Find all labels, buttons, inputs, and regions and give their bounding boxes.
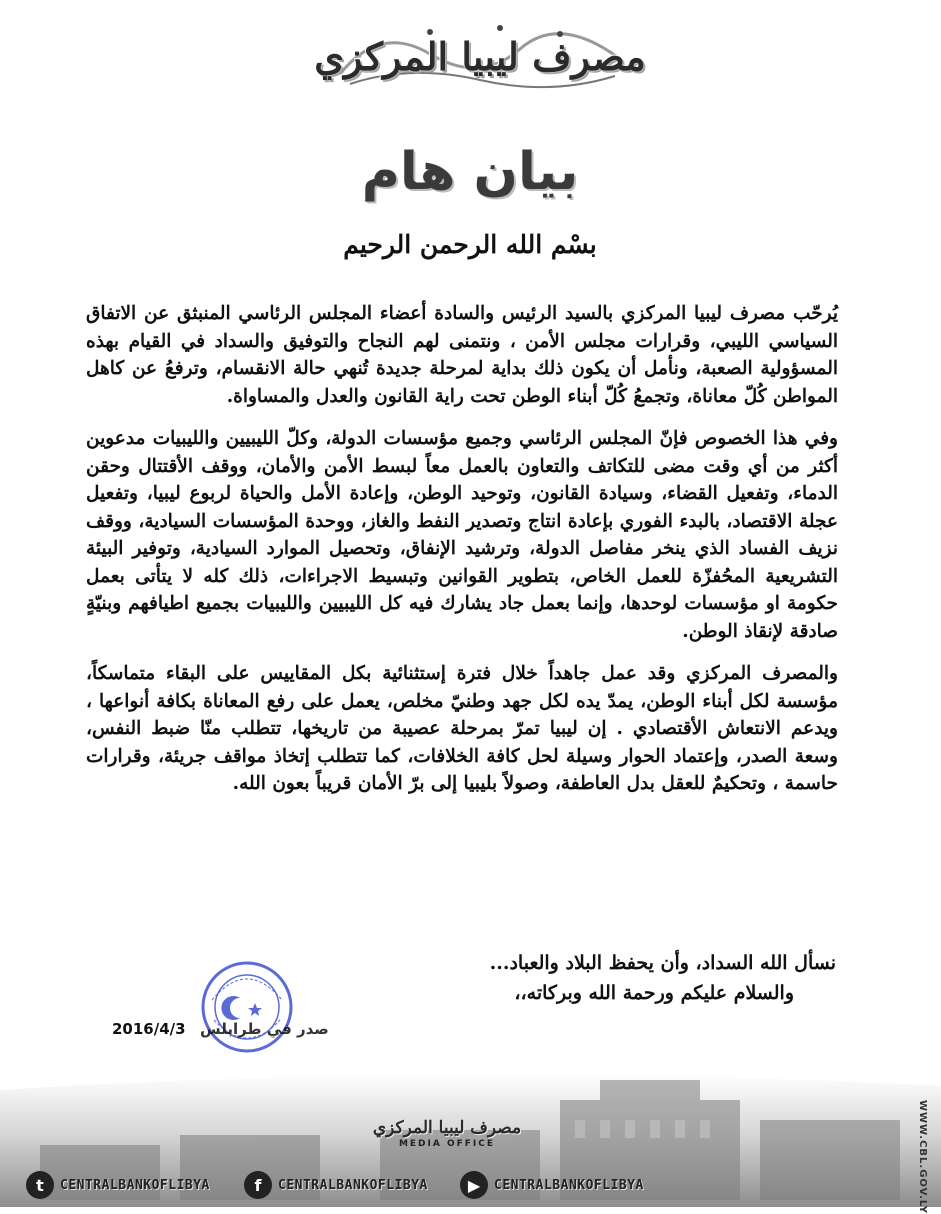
closing-line-1: نسأل الله السداد، وأن يحفظ البلاد والعباد... — [489, 952, 836, 974]
media-office-caption: MEDIA OFFICE — [398, 1139, 496, 1149]
official-stamp — [200, 960, 294, 1054]
youtube-link[interactable] — [460, 1170, 644, 1200]
statement-body — [86, 300, 838, 813]
paragraph-3: والمصرف المركزي وقد عمل جاهداً خلال فترة إستثنائية بكل المقاييس على البقاء متماسكاً، مؤسسة لكل أبناء الوطن، يمدّ يده لكل جهد وطنيّ مخلص، يعمل على رفع المعاناة بكافة أنواعها ، ويدعم الانتعاش الأقتصادي . إن ليبيا تمرّ بمرحلة عصيبة من تاريخها، تتطلب منّا ضبط النفس، وسعة الصدر، وإعتماد الحوار وسيلة لحل كافة الخلافات، كما تتطلب إتخاذ مواقف جريئة، وقرارات حاسمة ، وتحكيمٌ للعقل بدل العاطفة، وصولاً بليبيا إلى برّ الأمان قريباً بعون الله. — [86, 663, 838, 794]
issue-date: 2016/4/3 — [112, 1020, 186, 1038]
media-office-mark — [372, 1118, 522, 1149]
facebook-icon: f — [244, 1171, 272, 1199]
twitter-link[interactable] — [26, 1170, 210, 1200]
website-link[interactable]: WWW.CBL.GOV.LY — [917, 1100, 928, 1214]
media-office-logo: مصرف ليبيا المركزي — [372, 1118, 522, 1138]
facebook-link[interactable] — [244, 1170, 428, 1200]
youtube-handle: CENTRALBANKOFLIBYA — [494, 1177, 644, 1193]
bank-logo — [314, 14, 646, 98]
statement-title: بيان هام — [361, 142, 579, 202]
paragraph-1: يُرحّب مصرف ليبيا المركزي بالسيد الرئيس والسادة أعضاء المجلس الرئاسي المنبثق عن الاتفاق السياسي الليبي، وقرارات مجلس الأمن ، ونتمنى لهم النجاح والتوفيق والسداد في القيام بهذه المسؤولية الصعبة، ونأمل أن يكون ذلك بداية لمرحلة جديدة تُنهي حالة الانقسام، وترفعُ عن كاهل المواطن كُلّ معاناة، وتجمعُ كُلّ أبناء الوطن تحت راية القانون والعدل والمساواة. — [86, 303, 838, 407]
basmala: بسْم الله الرحمن الرحيم — [343, 230, 597, 259]
twitter-handle: CENTRALBANKOFLIBYA — [60, 1177, 210, 1193]
closing-line-2: والسلام عليكم ورحمة الله وبركاته،، — [514, 982, 794, 1004]
bank-logo-text: مصرف ليبيا المركزي — [314, 33, 646, 79]
facebook-handle: CENTRALBANKOFLIBYA — [278, 1177, 428, 1193]
twitter-icon: t — [26, 1171, 54, 1199]
paragraph-2: وفي هذا الخصوص فإنّ المجلس الرئاسي وجميع مؤسسات الدولة، وكلّ الليبيين والليبيات مدعوين أكثر من أي وقت مضى للتكاتف والتعاون بالعمل معاً لبسط الأمن والأمان، ووقف الأقتتال وحقن الدماء، وتفعيل القضاء، وسيادة القانون، وتوحيد الوطن، وإعادة الأمل والحياة لربوع ليبيا، وتفعيل عجلة الاقتصاد، بالبدء الفوري بإعادة انتاج وتصدير النفط والغاز، ووحدة المؤسسات السيادية، ووقف نزيف الفساد الذي ينخر مفاصل الدولة، وترشيد الإنفاق، وتحصيل الموارد السيادية، وتوفير البيئة التشريعية المحُفزّة للعمل الخاص، بتطوير القوانين وتبسيط الاجراءات، ذلك كله لا يتأتى بعمل حكومة او مؤسسات لوحدها، وإنما بعمل جاد يشارك فيه كل الليبيين والليبيات بجميع اطيافهم وبنيّةٍ صادقة لإنقاذ الوطن. — [86, 428, 838, 642]
closing-block — [200, 948, 838, 1008]
issue-place: صدر في طرابلس — [200, 1020, 329, 1038]
youtube-icon: ▶ — [460, 1171, 488, 1199]
